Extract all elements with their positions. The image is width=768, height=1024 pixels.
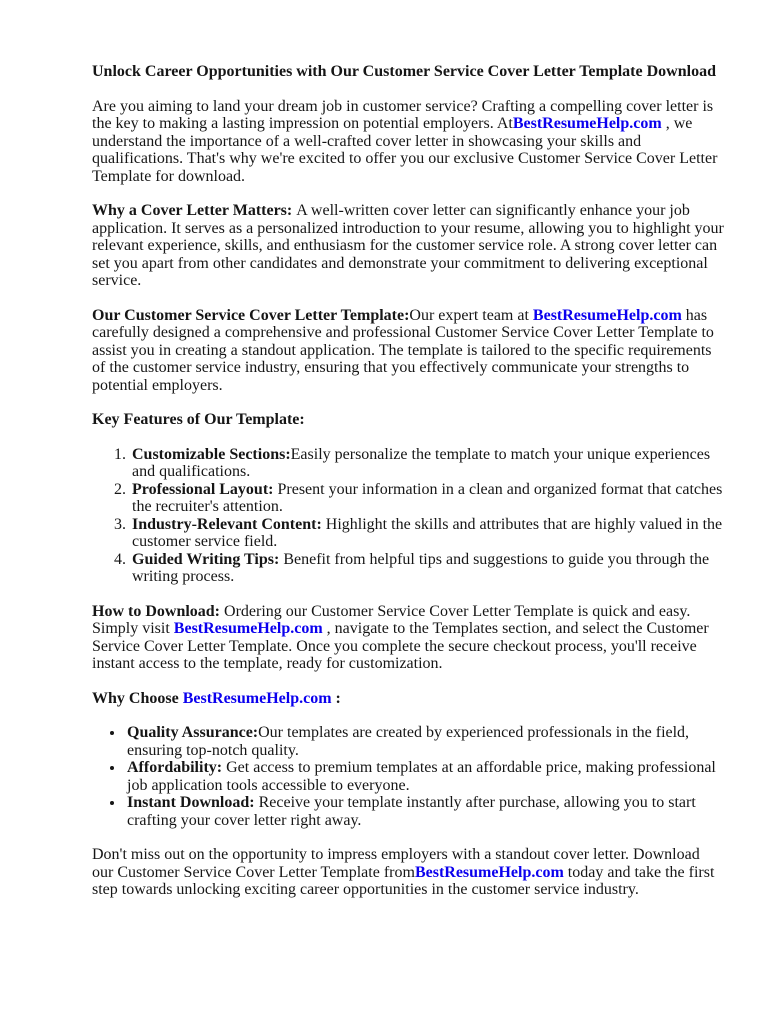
how-to-download-paragraph (92, 603, 724, 673)
text-run: Our templates are created by experienced professionals in the field, ensuring top-notch quality. (127, 724, 690, 759)
text-run: Easily personalize the template to match your unique experiences and qualifications. (132, 445, 711, 480)
feature-item-industry-relevant-content (130, 516, 724, 551)
bestresumehelp-link[interactable]: BestResumeHelp.com (414, 863, 564, 881)
closing-paragraph (92, 846, 724, 899)
bold-text-run: Instant Download: (127, 794, 259, 811)
our-template-paragraph (92, 307, 724, 395)
bold-text-run: : (331, 689, 341, 707)
bold-text-run: Quality Assurance: (127, 724, 259, 741)
bold-text-run: Customizable Sections: (132, 445, 291, 463)
why-cover-letter-matters-paragraph (92, 202, 724, 290)
text-run: Benefit from helpful tips and suggestions to guide you through the writing process. (132, 550, 710, 585)
text-run: Get access to premium templates at an affordable price, making professional job application tools accessible to everyone. (127, 759, 716, 794)
benefits-list (92, 724, 724, 829)
bold-text-run: Professional Layout: (132, 480, 278, 498)
bold-text-run: Guided Writing Tips: (132, 550, 284, 568)
bestresumehelp-link[interactable]: BestResumeHelp.com (182, 689, 332, 707)
key-features-heading: Key Features of Our Template: (92, 411, 305, 428)
bold-text-run: Why Choose (92, 689, 183, 707)
text-run: Don't miss out on the opportunity to impress employers with a standout cover letter. Download our Customer Service Cover Letter Template from (92, 846, 700, 881)
intro-paragraph (92, 98, 724, 186)
bold-text-run: Our Customer Service Cover Letter Template: (92, 306, 410, 324)
why-choose-heading (92, 690, 724, 708)
features-list (92, 446, 724, 586)
text-run: Receive your template instantly after purchase, allowing you to start crafting your cover letter right away. (127, 794, 696, 829)
bold-text-run: Why a Cover Letter Matters: (92, 202, 297, 219)
text-run: Highlight the skills and attributes that are highly valued in the customer service field. (132, 515, 723, 550)
bestresumehelp-link[interactable]: BestResumeHelp.com (512, 115, 662, 132)
text-run: Our expert team at (409, 306, 533, 324)
text-run: Are you aiming to land your dream job in customer service? Crafting a compelling cover letter is the key to making a lasting impression on potential employers. At (92, 97, 714, 132)
benefit-item-quality-assurance (125, 724, 724, 759)
feature-item-guided-writing-tips (130, 551, 724, 586)
feature-item-professional-layout (130, 481, 724, 516)
bold-text-run: Industry-Relevant Content: (132, 515, 326, 533)
feature-item-customizable-sections (130, 446, 724, 481)
bold-text-run: Affordability: (127, 759, 227, 776)
text-run: A well-written cover letter can significantly enhance your job application. It serves as a personalized introduction to your resume, allowing you to highlight your relevant experience, skills, and enthusiasm for the customer service role. A strong cover letter can set you apart from other candidates and demonstrate your commitment to delivering exceptional service. (92, 202, 724, 289)
bold-text-run: How to Download: (92, 602, 225, 620)
bestresumehelp-link[interactable]: BestResumeHelp.com (173, 620, 323, 637)
text-run: , we understand the importance of a well-crafted cover letter in showcasing your skills and qualifications. That's why we're excited to offer you our exclusive Customer Service Cover Letter Template for download. (92, 115, 718, 185)
benefit-item-instant-download (125, 794, 724, 829)
text-run: today and take the first step towards unlocking exciting career opportunities in the customer service industry. (92, 863, 715, 898)
document-title: Unlock Career Opportunities with Our Customer Service Cover Letter Template Download (92, 63, 716, 80)
text-run: Present your information in a clean and organized format that catches the recruiter's attention. (132, 480, 723, 515)
text-run: has carefully designed a comprehensive and professional Customer Service Cover Letter Template to assist you in creating a standout application. The template is tailored to the specific requirements of the customer service industry, ensuring that you effectively communicate your strengths to potential employers. (92, 306, 714, 394)
benefit-item-affordability (125, 759, 724, 794)
bestresumehelp-link[interactable]: BestResumeHelp.com (532, 306, 682, 324)
text-run: Ordering our Customer Service Cover Letter Template is quick and easy. Simply visit (92, 602, 691, 637)
text-run: , navigate to the Templates section, and select the Customer Service Cover Letter Template. Once you complete the secure checkout process, you'll receive instant access to the template, ready for customization. (92, 620, 709, 672)
